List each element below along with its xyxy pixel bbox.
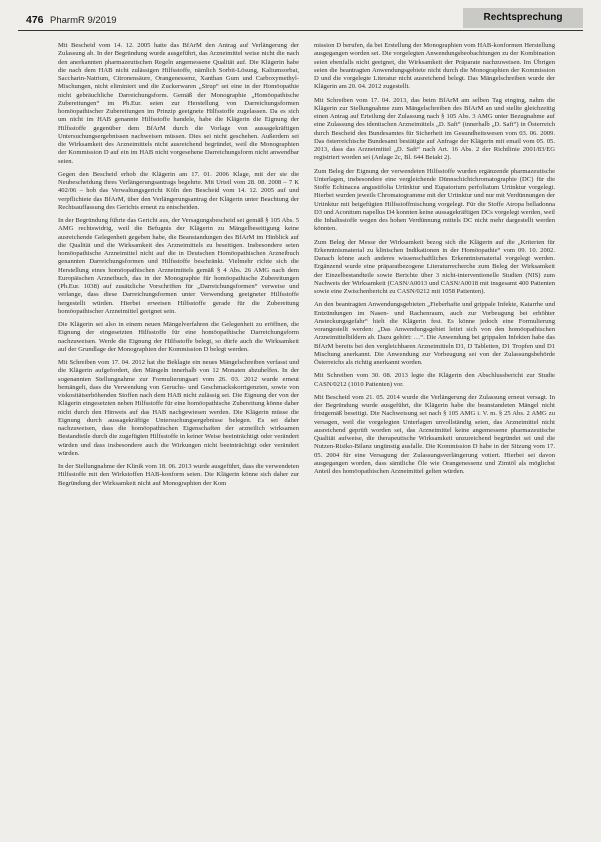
paragraph: Mit Bescheid vom 21. 05. 2014 wurde die Verlängerung der Zulassung erneut versagt. In der Begründung wurde ausgeführt, die Klägerin habe die beanstandeten Mängel nicht fristgemäß beseitigt. Die Nachweisung sei nach § 105 AMG i. V. m. § 25 Abs. 2 AMG zu versagen, weil die vorgelegten Unterlagen unvollständig seien, das Arzneimittel nicht ausreichend geprüft worden sei, das Arzneimittel keine angemessene pharmazeutische Qualität aufweise, die therapeutische Wirksamkeit unzureichend begründet sei und die Nutzen-Risiko-Bilanz ungünstig ausfalle. Die Kommission D habe in der Sitzung vom 17. 05. 2004 für eine Versagung der Zulassungsverlängerung votiert. Hierbei sei davon ausgegangen worden, dass sämtliche Öle wie Orangenessenz und Zimtöl als möglichst Anteil des homöopathischen Arzneimittel gelten würden. — [314, 393, 555, 475]
right-column — [314, 42, 555, 832]
paragraph: mission D berufen, da bei Erstellung der Monographien vom HAB-konformen Herstellung ausgegangen worden sei. Die vorgelegten Anwendungsbeobachtungen zu der Kombination seien ebenfalls nicht geeignet, die Wirksamkeit der Präparate nachzuweisen. Im Übrigen seien die beantragten Anwendungsgebiete nicht durch die Monographien der Kommission D und die vorgelegte Literatur nicht ausreichend belegt. Das Mängelschreiben wurde der Klägerin am 20. 04. 2012 zugestellt. — [314, 42, 555, 91]
paragraph: Zum Beleg der Messe der Wirksamkeit bezog sich die Klägerin auf die „Kriterien für Erkenntnismaterial zu klinischen Indikationen in der Homöopathie“ vom 09. 10. 2002. Danach könne auch anderes wissenschaftliches Erkenntnismaterial vorgelegt werden. Ergänzend wurde eine präparatbezogene Literaturrecherche zum Beleg der Wirksamkeit der Einzelbestandteile sowie Berichte über 3 nicht-interventionelle Studien (NIS) zum Nachweis der Wirksamkeit (CASN/A0013 und CASN/A0018 mit insgesamt 400 Patienten sowie eine Zwischenbericht zu CASN/0212 mit 1058 Patienten). — [314, 238, 555, 295]
paragraph: Zum Beleg der Eignung der verwendeten Hilfsstoffe wurden ergänzende pharmazeutische Unterlagen, insbesondere eine vergleichende Dünnschichtchromatographie (DC) für die Stoffe Echinacea angustifolia Urtinktur und Eupatorium perfoliatum Urtinktur vorgelegt. Hierbei wurden jeweils Chromatogramme mit der Urtinktur und nur mit Verdünnungen der Urtinktur mit beigefügten Hilfsstoffmischung vorgelegt. Für die Stoffe Atropa belladonna D3 und Aconitum napellus D4 konnten keine aussagekräftigen DCs vorgelegt werden, weil die Inhaltsstoffe wegen des hohen Verdünnung mittels DC nicht mehr dargestellt werden könnten. — [314, 167, 555, 233]
paragraph: Gegen den Bescheid erhob die Klägerin am 17. 01. 2006 Klage, mit der sie die Neubescheidung ihres Verlängerungsantrags begehrte. Mit Urteil vom 28. 08. 2008 – 7 K 402/06 – hob das Verwaltungsgericht Köln den Bescheid vom 14. 12. 2005 auf und verpflichtete das BfArM, über den Verlängerungsantrag der Klägerin unter Beachtung der Rechtsauffassung des Gerichts erneut zu entscheiden. — [58, 170, 299, 211]
paragraph: Mit Schreiben vom 30. 08. 2013 legte die Klägerin den Abschlussbericht zur Studie CASN/0212 (1010 Patienten) vor. — [314, 372, 555, 388]
journal-reference: PharmR 9/2019 — [50, 15, 117, 26]
paragraph: Mit Schreiben vom 17. 04. 2013, das beim BfArM am selben Tag einging, nahm die Klägerin zur Stellungnahme zum Mängelschreiben des BfArM an und stellte gleichzeitig einen Antrag auf Erteilung der Zulassung nach § 105 Abs. 3 AMG unter Bezugnahme auf eine Zulassung des identischen Arzneimittels „D. Saft“ (innerhalb „D. Saft“) in Österreich durch Bescheid des Bundesamtes für Sicherheit im Gesundheitswesen vom 03. 06. 2009. Das österreichische Bundesamt bestätigte auf Anfrage der Klägerin mit email vom 05. 05. 2013, dass das Arzneimittel „D. Saft“ nach Art. 16 Abs. 2 der Richtlinie 2001/83/EG registriert worden sei (Anlage 2c, Bl. 644 Beiakt 2). — [314, 96, 555, 162]
left-column — [58, 42, 299, 832]
paragraph: An den beantragten Anwendungsgebieten „Fieberhafte und grippale Infekte, Katarrhe und Entzündungen im Nasen- und Rachenraum, auch zur Vorbeugung bei erhöhter Ansteckungsgefahr“ hielt die Klägerin fest. Es könne jedoch eine Formulierung vorangestellt werden: „Das Anwendungsgebiet leitet sich von den homöopathischen Arzneimittelbildern ab. Dazu gehört: …“. Die Anwendung bei grippalen Infekten habe das BfArM bereits bei den vergleichbaren Arzneimitteln D1, D Tabletten, D1 Tropfen und D1 Mischung anerkannt. Die Anwendung zur Vorbeugung sei von der Zulassungsbehörde Österreichs als richtig anerkannt worden. — [314, 301, 555, 366]
paragraph: Die Klägerin sei also in einem neuen Mängelverfahren die Gelegenheit zu eröffnen, die Eignung der eingesetzten Hilfsstoffe für eine homöopathische Darreichungsform nachzuweisen. Werde die Eignung der Hilfsstoffe belegt, so dürfe auch die Wirksamkeit auf der Grundlage der Monographien der Kommission D belegt werden. — [58, 321, 299, 353]
paragraph: In der Stellungnahme der Klinik vom 18. 06. 2013 wurde ausgeführt, dass die verwendeten Hilfsstoffe mit den Wirkstoffen HAB-konform seien. Die Klägerin könne sich daher zur Begründung der Wirksamkeit nicht auf Monographien der Kom — [58, 463, 299, 487]
section-label: Rechtsprechung — [463, 8, 583, 28]
paragraph: In der Begründung führte das Gericht aus, der Versagungsbescheid sei gemäß § 105 Abs. 5 AMG rechtswidrig, weil die Befugnis der Klägerin zu Mängelbeseitigung keine ausreichende Gelegenheit gegeben habe, die Beanstandungen des BfArM im Hinblick auf die Qualität und die Wirksamkeit des Arzneimittels zu beseitigen. Insbesondere seien homöopathische Arzneimittel nicht auf die in Deutschen Homöopathischen Arzneibuch genannten Darreichungsformen und Hilfsstoffe beschränkt. Vielmehr richte sich die Herstellung eines homöopathischen Arzneimittels gemäß § 4 Abs. 26 AMG nach dem Europäischen Arzneibuch, das in der Monographie für homöopathische Zubereitungen (Ph.Eur. 1038) auf zusätzliche Vorschriften für „Darreichungsformen“ verweise und verlange, dass diese Darreichungsformen unter Verwendung geeigneter Hilfsstoffe hergestellt würden. Hierbei erweisen Hilfsstoffe gerade für die Zubereitung homöopathischer Arzneimittel geeignet sein. — [58, 217, 299, 315]
page-header — [18, 8, 583, 31]
page-number: 476 — [26, 14, 44, 26]
paragraph: Mit Bescheid vom 14. 12. 2005 hatte das BfArM den Antrag auf Verlängerung der Zulassung ab. In der Begründung wurde ausgeführt, das Arzneimittel weise nicht die nach den anerkannten pharmazeutischen Regeln angemessene Qualität auf. Die Klägerin habe die nach dem HAB nicht zulässigen Hilfsstoffe, nämlich Sorbit-Lösung, Kaliumsorbat, Saccharin-Natrium, Citronensäure, Orangenessenz, Xanthan Gum und Carboxymethyl-Mischungen, nicht eliminiert und die Zuckerwaren „Sirup“ sei eine in der Homöopathie nicht gebräuchliche Darreichungsform. Gemäß der Monographie „Homöopathische Zubereitungen“ im Ph.Eur. seien zur Herstellung von Darreichungsformen homöopathischer Zubereitungen im Prinzip geeignete Hilfsstoffe zugelassen. Da es sich um nicht im HAB genannte Hilfsstoffe handele, habe die Klägerin die Eignung der Hilfsstoffe gegenüber dem BfArM durch die Vorlage von aussagekräftigen Untersuchungsergebnissen nachweisen müssen. Dies sei nicht geschehen. Außerdem sei die Wirksamkeit des Arzneimittels nicht ausreichend begründet, weil die Monographien der Kommission D auf ein im HAB nicht vorgesehene Darreichungsform nicht anwendbar seien. — [58, 42, 299, 165]
paragraph: Mit Schreiben vom 17. 04. 2012 hat die Beklagte ein neues Mängelschreiben verfasst und die Klägerin aufgefordert, den Mängeln innerhalb von 12 Monaten abzuhelfen. In der sogenannten Stellungnahme zur Formulierungsart vom 26. 03. 2012 wurde erneut bemängelt, dass die Verwendung von Geruchs- und Geschmackskorrigenzien, sowie von viskositätserhöhenden Stoffen nach dem HAB nicht zulässig sei. Die Eignung der von der Klägerin eingesetzten neben Hilfsstoffe für eine homöopathische Zubereitung könne daher nicht durch den Hinweis auf das HAB nachgewiesen werden. Die Klägerin müsse die Eignung durch aussagekräftige Untersuchungsergebnisse belegen. Es sei daher nachzuweisen, dass die homöopathischen Eigenschaften der arzneilich wirksamen Bestandteile durch die zugefügten Hilfsstoffe in keiner Weise beeinträchtigt oder verändert würden und dass insbesondere auch die Wirkungen nicht beeinträchtigt oder verändert würden. — [58, 359, 299, 457]
